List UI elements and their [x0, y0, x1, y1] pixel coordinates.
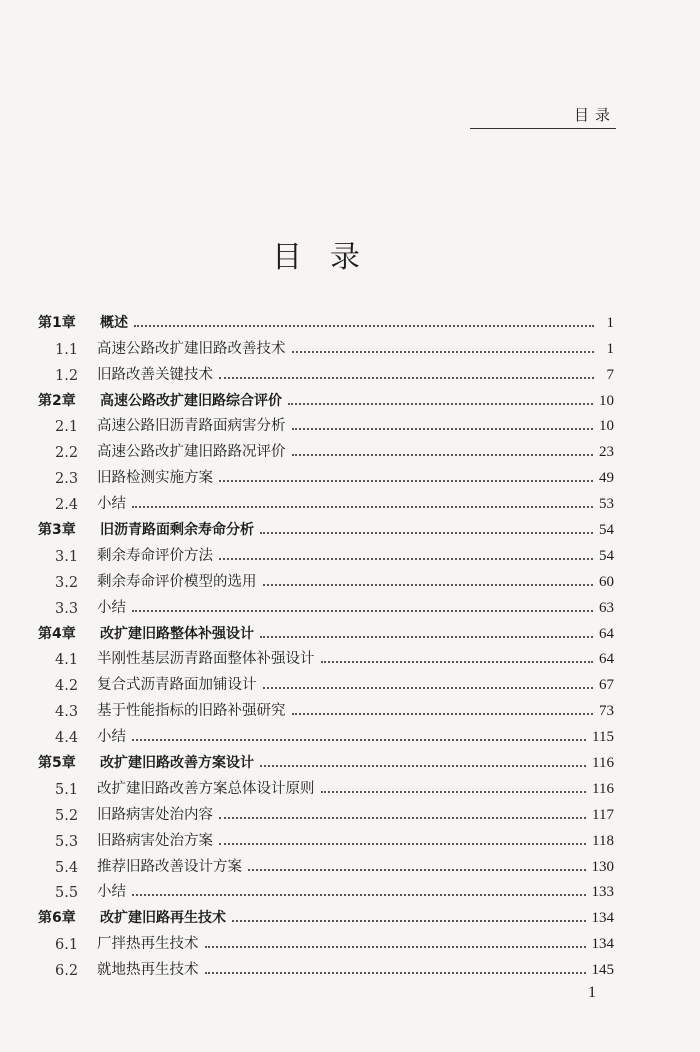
entry-number: 2.1 — [55, 419, 79, 436]
entry-title: 小结 — [97, 729, 126, 746]
entry-title: 高速公路改扩建旧路改善技术 — [97, 340, 286, 357]
dot-leader — [263, 584, 594, 586]
entry-page: 67 — [599, 677, 614, 694]
entry-number: 2.2 — [55, 445, 79, 462]
entry-title: 概述 — [100, 314, 128, 331]
entry-title: 旧路改善关键技术 — [97, 366, 213, 383]
dot-leader — [263, 687, 594, 689]
entry-number: 6.2 — [55, 963, 79, 980]
entry-page: 115 — [592, 729, 614, 746]
dot-leader — [132, 506, 593, 508]
entry-number: 2.4 — [55, 497, 79, 514]
entry-page: 134 — [591, 910, 614, 927]
entry-number: 5.5 — [55, 885, 79, 902]
entry-number: 5.1 — [55, 781, 79, 798]
toc-section-entry — [38, 876, 614, 902]
toc-chapter-entry — [38, 746, 614, 772]
entry-number: 第6章 — [38, 910, 76, 927]
toc-chapter-entry — [38, 384, 614, 410]
dot-leader — [292, 428, 594, 430]
toc-chapter-entry — [38, 901, 614, 927]
entry-title: 剩余寿命评价方法 — [97, 547, 213, 564]
entry-page: 64 — [599, 651, 614, 668]
entry-title: 旧路病害处治方案 — [97, 832, 213, 849]
entry-number: 3.3 — [55, 600, 79, 617]
entry-number: 5.4 — [55, 859, 79, 876]
entry-page: 1 — [606, 340, 614, 357]
page-number: 1 — [588, 984, 596, 1001]
toc-section-entry — [38, 850, 614, 876]
entry-page: 1 — [606, 314, 614, 331]
entry-page: 73 — [599, 703, 614, 720]
dot-leader — [132, 739, 586, 741]
entry-page: 10 — [599, 418, 614, 435]
toc-section-entry — [38, 643, 614, 669]
entry-page: 118 — [592, 832, 614, 849]
entry-page: 117 — [592, 806, 614, 823]
entry-title: 半刚性基层沥青路面整体补强设计 — [97, 651, 315, 668]
entry-number: 第4章 — [38, 625, 76, 642]
toc-section-entry — [38, 668, 614, 694]
toc-section-entry — [38, 410, 614, 436]
entry-title: 改扩建旧路改善方案总体设计原则 — [97, 780, 315, 797]
entry-title: 旧路病害处治内容 — [97, 806, 213, 823]
entry-page: 130 — [591, 858, 614, 875]
dot-leader — [288, 403, 593, 405]
entry-title: 旧路检测实施方案 — [97, 470, 213, 487]
dot-leader — [260, 765, 586, 767]
entry-title: 剩余寿命评价模型的选用 — [97, 573, 257, 590]
entry-page: 64 — [599, 625, 614, 642]
dot-leader — [132, 610, 593, 612]
entry-title: 旧沥青路面剩余寿命分析 — [100, 522, 254, 539]
toc-section-entry — [38, 461, 614, 487]
dot-leader — [219, 480, 593, 482]
dot-leader — [292, 454, 594, 456]
toc-section-entry — [38, 824, 614, 850]
entry-page: 134 — [591, 936, 614, 953]
entry-page: 116 — [592, 780, 614, 797]
toc-section-entry — [38, 772, 614, 798]
entry-page: 53 — [599, 496, 614, 513]
dot-leader — [132, 894, 586, 896]
entry-number: 4.3 — [55, 704, 79, 721]
entry-page: 10 — [599, 392, 614, 409]
entry-page: 60 — [599, 573, 614, 590]
entry-title: 高速公路改扩建旧路路况评价 — [97, 444, 286, 461]
entry-title: 改扩建旧路整体补强设计 — [100, 625, 254, 642]
entry-number: 6.1 — [55, 937, 79, 954]
dot-leader — [219, 843, 586, 845]
entry-title: 就地热再生技术 — [97, 962, 199, 979]
entry-number: 第5章 — [38, 755, 76, 772]
toc-chapter-entry — [38, 617, 614, 643]
running-head: 目录 — [470, 104, 616, 129]
entry-title: 小结 — [97, 599, 126, 616]
dot-leader — [219, 377, 594, 379]
dot-leader — [321, 661, 594, 663]
entry-title: 改扩建旧路再生技术 — [100, 910, 226, 927]
entry-title: 复合式沥青路面加铺设计 — [97, 677, 257, 694]
entry-number: 3.1 — [55, 548, 79, 565]
page-title: 目录 — [272, 240, 388, 275]
toc-section-entry — [38, 487, 614, 513]
entry-page: 133 — [591, 884, 614, 901]
dot-leader — [248, 869, 586, 871]
entry-page: 54 — [599, 522, 614, 539]
entry-page: 54 — [599, 547, 614, 564]
toc-section-entry — [38, 927, 614, 953]
table-of-contents — [38, 306, 614, 979]
toc-section-entry — [38, 358, 614, 384]
dot-leader — [292, 351, 595, 353]
dot-leader — [134, 325, 594, 327]
toc-section-entry — [38, 720, 614, 746]
entry-number: 3.2 — [55, 574, 79, 591]
entry-page: 49 — [599, 470, 614, 487]
toc-section-entry — [38, 798, 614, 824]
toc-section-entry — [38, 694, 614, 720]
dot-leader — [232, 920, 586, 922]
dot-leader — [205, 946, 586, 948]
entry-number: 第3章 — [38, 522, 76, 539]
dot-leader — [205, 972, 586, 974]
entry-page: 23 — [599, 444, 614, 461]
toc-section-entry — [38, 953, 614, 979]
toc-chapter-entry — [38, 513, 614, 539]
entry-page: 63 — [599, 599, 614, 616]
entry-page: 7 — [606, 366, 614, 383]
dot-leader — [260, 636, 593, 638]
entry-number: 4.4 — [55, 730, 79, 747]
entry-number: 第2章 — [38, 392, 76, 409]
entry-title: 高速公路旧沥青路面病害分析 — [97, 418, 286, 435]
entry-number: 第1章 — [38, 314, 76, 331]
entry-number: 1.1 — [55, 341, 79, 358]
toc-section-entry — [38, 332, 614, 358]
entry-number: 5.2 — [55, 807, 79, 824]
dot-leader — [292, 713, 594, 715]
toc-section-entry — [38, 591, 614, 617]
entry-title: 高速公路改扩建旧路综合评价 — [100, 392, 282, 409]
toc-chapter-entry — [38, 306, 614, 332]
entry-number: 4.2 — [55, 678, 79, 695]
entry-title: 小结 — [97, 884, 126, 901]
toc-section-entry — [38, 435, 614, 461]
entry-page: 145 — [591, 962, 614, 979]
entry-title: 厂拌热再生技术 — [97, 936, 199, 953]
entry-number: 4.1 — [55, 652, 79, 669]
entry-number: 2.3 — [55, 471, 79, 488]
entry-title: 小结 — [97, 496, 126, 513]
entry-title: 基于性能指标的旧路补强研究 — [97, 703, 286, 720]
dot-leader — [219, 817, 586, 819]
entry-title: 改扩建旧路改善方案设计 — [100, 755, 254, 772]
dot-leader — [219, 558, 593, 560]
entry-number: 5.3 — [55, 833, 79, 850]
entry-title: 推荐旧路改善设计方案 — [97, 858, 242, 875]
toc-section-entry — [38, 539, 614, 565]
dot-leader — [321, 791, 587, 793]
entry-number: 1.2 — [55, 367, 79, 384]
toc-section-entry — [38, 565, 614, 591]
dot-leader — [260, 532, 593, 534]
entry-page: 116 — [592, 755, 614, 772]
